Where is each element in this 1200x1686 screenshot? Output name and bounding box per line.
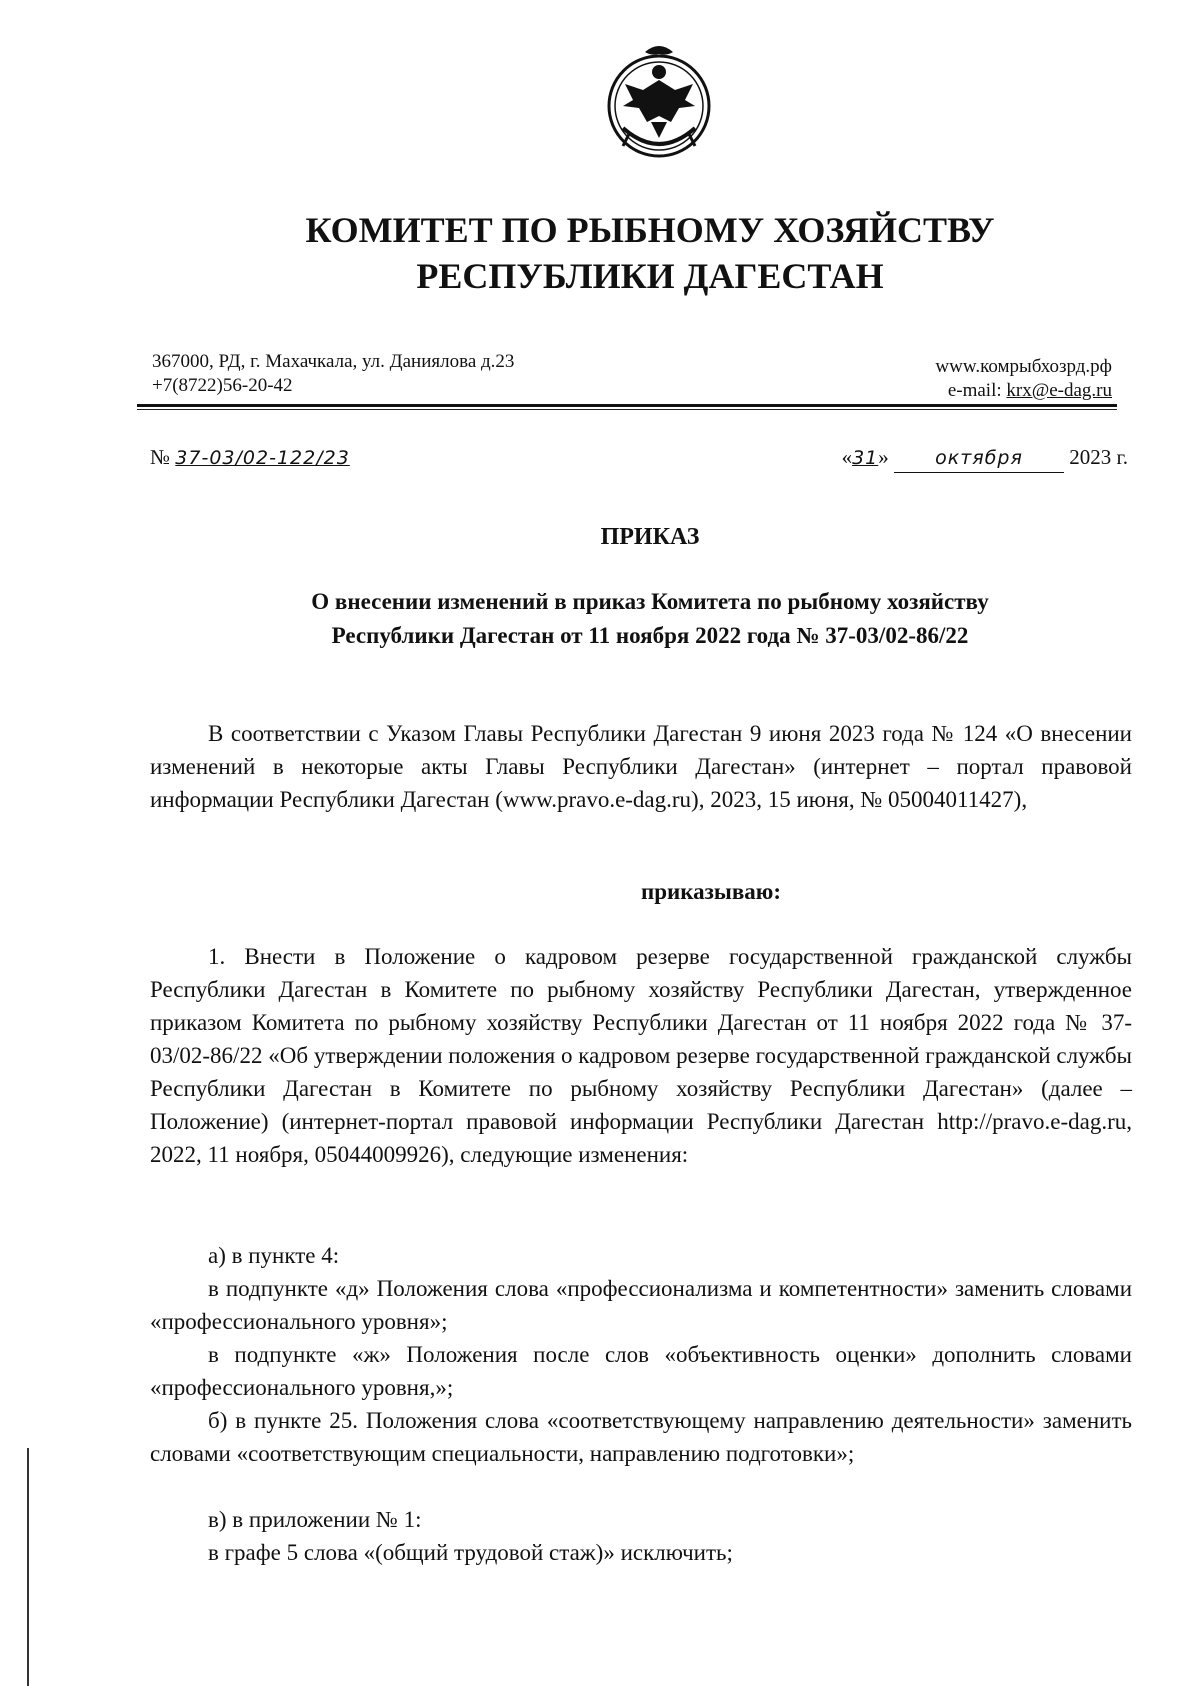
document-title: ПРИКАЗ — [600, 524, 700, 550]
handwritten-month: октября — [935, 447, 1023, 469]
dagestan-coat-of-arms-icon — [603, 42, 715, 164]
document-date — [842, 443, 1128, 473]
month-blank — [894, 443, 1064, 473]
point-1-paragraph: 1. Внести в Положение о кадровом резерве государственной гражданской службы Республики Дагестан в Комитете по рыбному хозяйству Республики Дагестан, утвержденное приказом Комитета по рыбному хозяйству Республики Дагестан от 11 ноября 2022 года № 37-03/02-86/22 «Об утверждении положения о кадровом резерве государственной гражданской службы Республики Дагестан в Комитете по рыбному хозяйству Республики Дагестан» (далее – Положение) (интернет-портал правовой информации Республики Дагестан http://pravo.e-dag.ru, 2022, 11 ноября, 05044009926), следующие изменения: — [150, 944, 1132, 1167]
email-label: e-mail: — [947, 380, 1002, 401]
header-divider-thin — [137, 409, 1117, 410]
quote-close: » — [878, 445, 889, 469]
item-a: а) в пункте 4: — [208, 1243, 340, 1268]
scan-margin-line — [27, 1448, 29, 1686]
header-divider-thick — [137, 404, 1117, 407]
item-v-subpoint: в графе 5 слова «(общий трудовой стаж)» исключить; — [208, 1540, 733, 1565]
subtitle-line2: Республики Дагестан от 11 ноября 2022 года № 37-03/02-86/22 — [331, 623, 969, 648]
document-subtitle — [150, 585, 1150, 653]
order-word: приказываю: — [640, 879, 782, 904]
item-a-subpoint-zh: в подпункте «ж» Положения после слов «объективность оценки» дополнить словами «профессионального уровня,»; — [150, 1342, 1132, 1400]
handwritten-day: 31 — [852, 447, 879, 469]
organization-name-line2: РЕСПУБЛИКИ ДАГЕСТАН — [416, 256, 884, 296]
email-link[interactable]: krx@e-dag.ru — [1006, 380, 1112, 401]
item-v: в) в приложении № 1: — [208, 1507, 422, 1532]
phone: +7(8722)56-20-42 — [152, 375, 293, 396]
item-b: б) в пункте 25. Положения слова «соответствующему направлению деятельности» заменить словами «соответствующим специальности, направлению подготовки»; — [150, 1408, 1132, 1466]
subtitle-line1: О внесении изменений в приказ Комитета по рыбному хозяйству — [311, 589, 989, 614]
date-year: 2023 г. — [1069, 445, 1128, 469]
number-prefix: № — [150, 445, 171, 469]
email-line — [935, 379, 1112, 403]
document-number — [150, 443, 350, 472]
contact-address-block — [152, 350, 514, 398]
organization-name-line1: КОМИТЕТ ПО РЫБНОМУ ХОЗЯЙСТВУ — [305, 210, 995, 250]
address: 367000, РД, г. Махачкала, ул. Даниялова д.23 — [152, 351, 515, 372]
website-link[interactable]: www.комрыбхозрд.рф — [935, 356, 1112, 377]
contact-web-block — [935, 355, 1112, 403]
handwritten-number: 37-03/02-122/23 — [175, 447, 350, 469]
preamble-paragraph: В соответствии с Указом Главы Республики Дагестан 9 июня 2023 года № 124 «О внесении изменений в некоторые акты Главы Республики Дагестан» (интернет – портал правовой информации Республики Дагестан (www.pravo.e-dag.ru), 2023, 15 июня, № 05004011427), — [150, 721, 1132, 812]
item-a-subpoint-d: в подпункте «д» Положения слова «профессионализма и компетентности» заменить словами «профессионального уровня»; — [150, 1276, 1132, 1334]
quote-open: « — [841, 445, 853, 469]
